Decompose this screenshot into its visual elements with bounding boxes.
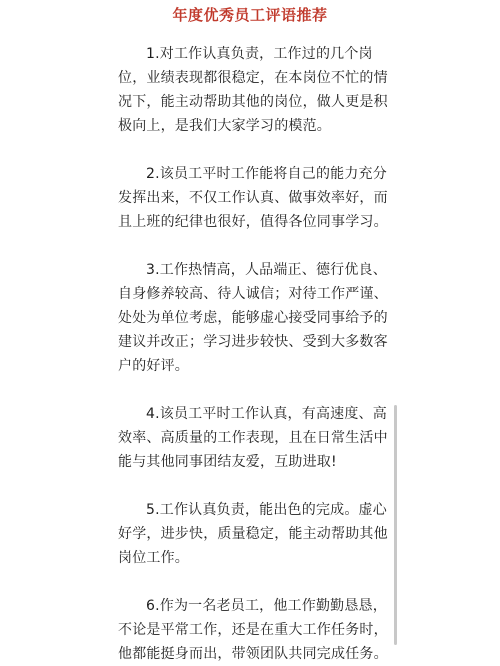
article-body bbox=[118, 42, 390, 666]
comment-paragraph-5 bbox=[118, 498, 390, 570]
paragraph-line: 好学，进步快，质量稳定，能主动帮助其他 bbox=[118, 526, 388, 542]
paragraph-line: 3.工作热情高，人品端正、德行优良、 bbox=[146, 262, 387, 278]
paragraph-line: 况下，能主动帮助其他的岗位，做人更是积 bbox=[118, 94, 388, 110]
paragraph-line: 且上班的纪律也很好，值得各位同事学习。 bbox=[118, 214, 388, 230]
comment-paragraph-4 bbox=[118, 402, 390, 474]
paragraph-line: 位，业绩表现都很稳定，在本岗位不忙的情 bbox=[118, 70, 388, 86]
paragraph-line: 他都能挺身而出，带领团队共同完成任务。 bbox=[118, 646, 388, 662]
paragraph-line: 自身修养较高、待人诚信；对待工作严谨、 bbox=[118, 286, 388, 302]
paragraph-line: 处处为单位考虑，能够虚心接受同事给予的 bbox=[118, 310, 388, 326]
paragraph-line: 5.工作认真负责，能出色的完成。虚心 bbox=[146, 502, 387, 518]
paragraph-line: 户的好评。 bbox=[118, 358, 189, 374]
paragraph-line: 极向上，是我们大家学习的模范。 bbox=[118, 118, 331, 134]
paragraph-line: 不论是平常工作，还是在重大工作任务时， bbox=[118, 622, 388, 638]
paragraph-line: 2.该员工平时工作能将自己的能力充分 bbox=[146, 166, 387, 182]
paragraph-line: 1.对工作认真负责，工作过的几个岗 bbox=[146, 46, 373, 62]
paragraph-line: 发挥出来，不仅工作认真、做事效率好，而 bbox=[118, 190, 388, 206]
comment-paragraph-6 bbox=[118, 594, 390, 666]
scrollbar[interactable] bbox=[394, 405, 397, 645]
paragraph-line: 效率、高质量的工作表现，且在日常生活中 bbox=[118, 430, 388, 446]
comment-paragraph-3 bbox=[118, 258, 390, 378]
comment-paragraph-2 bbox=[118, 162, 390, 234]
paragraph-line: 6.作为一名老员工，他工作勤勤恳恳， bbox=[146, 598, 387, 614]
comment-paragraph-1 bbox=[118, 42, 390, 138]
paragraph-line: 岗位工作。 bbox=[118, 550, 189, 566]
paragraph-line: 能与其他同事团结友爱，互助进取! bbox=[118, 454, 337, 470]
paragraph-line: 建议并改正；学习进步较快、受到大多数客 bbox=[118, 334, 388, 350]
page-title: 年度优秀员工评语推荐 bbox=[172, 6, 328, 24]
paragraph-line: 4.该员工平时工作认真，有高速度、高 bbox=[146, 406, 387, 422]
